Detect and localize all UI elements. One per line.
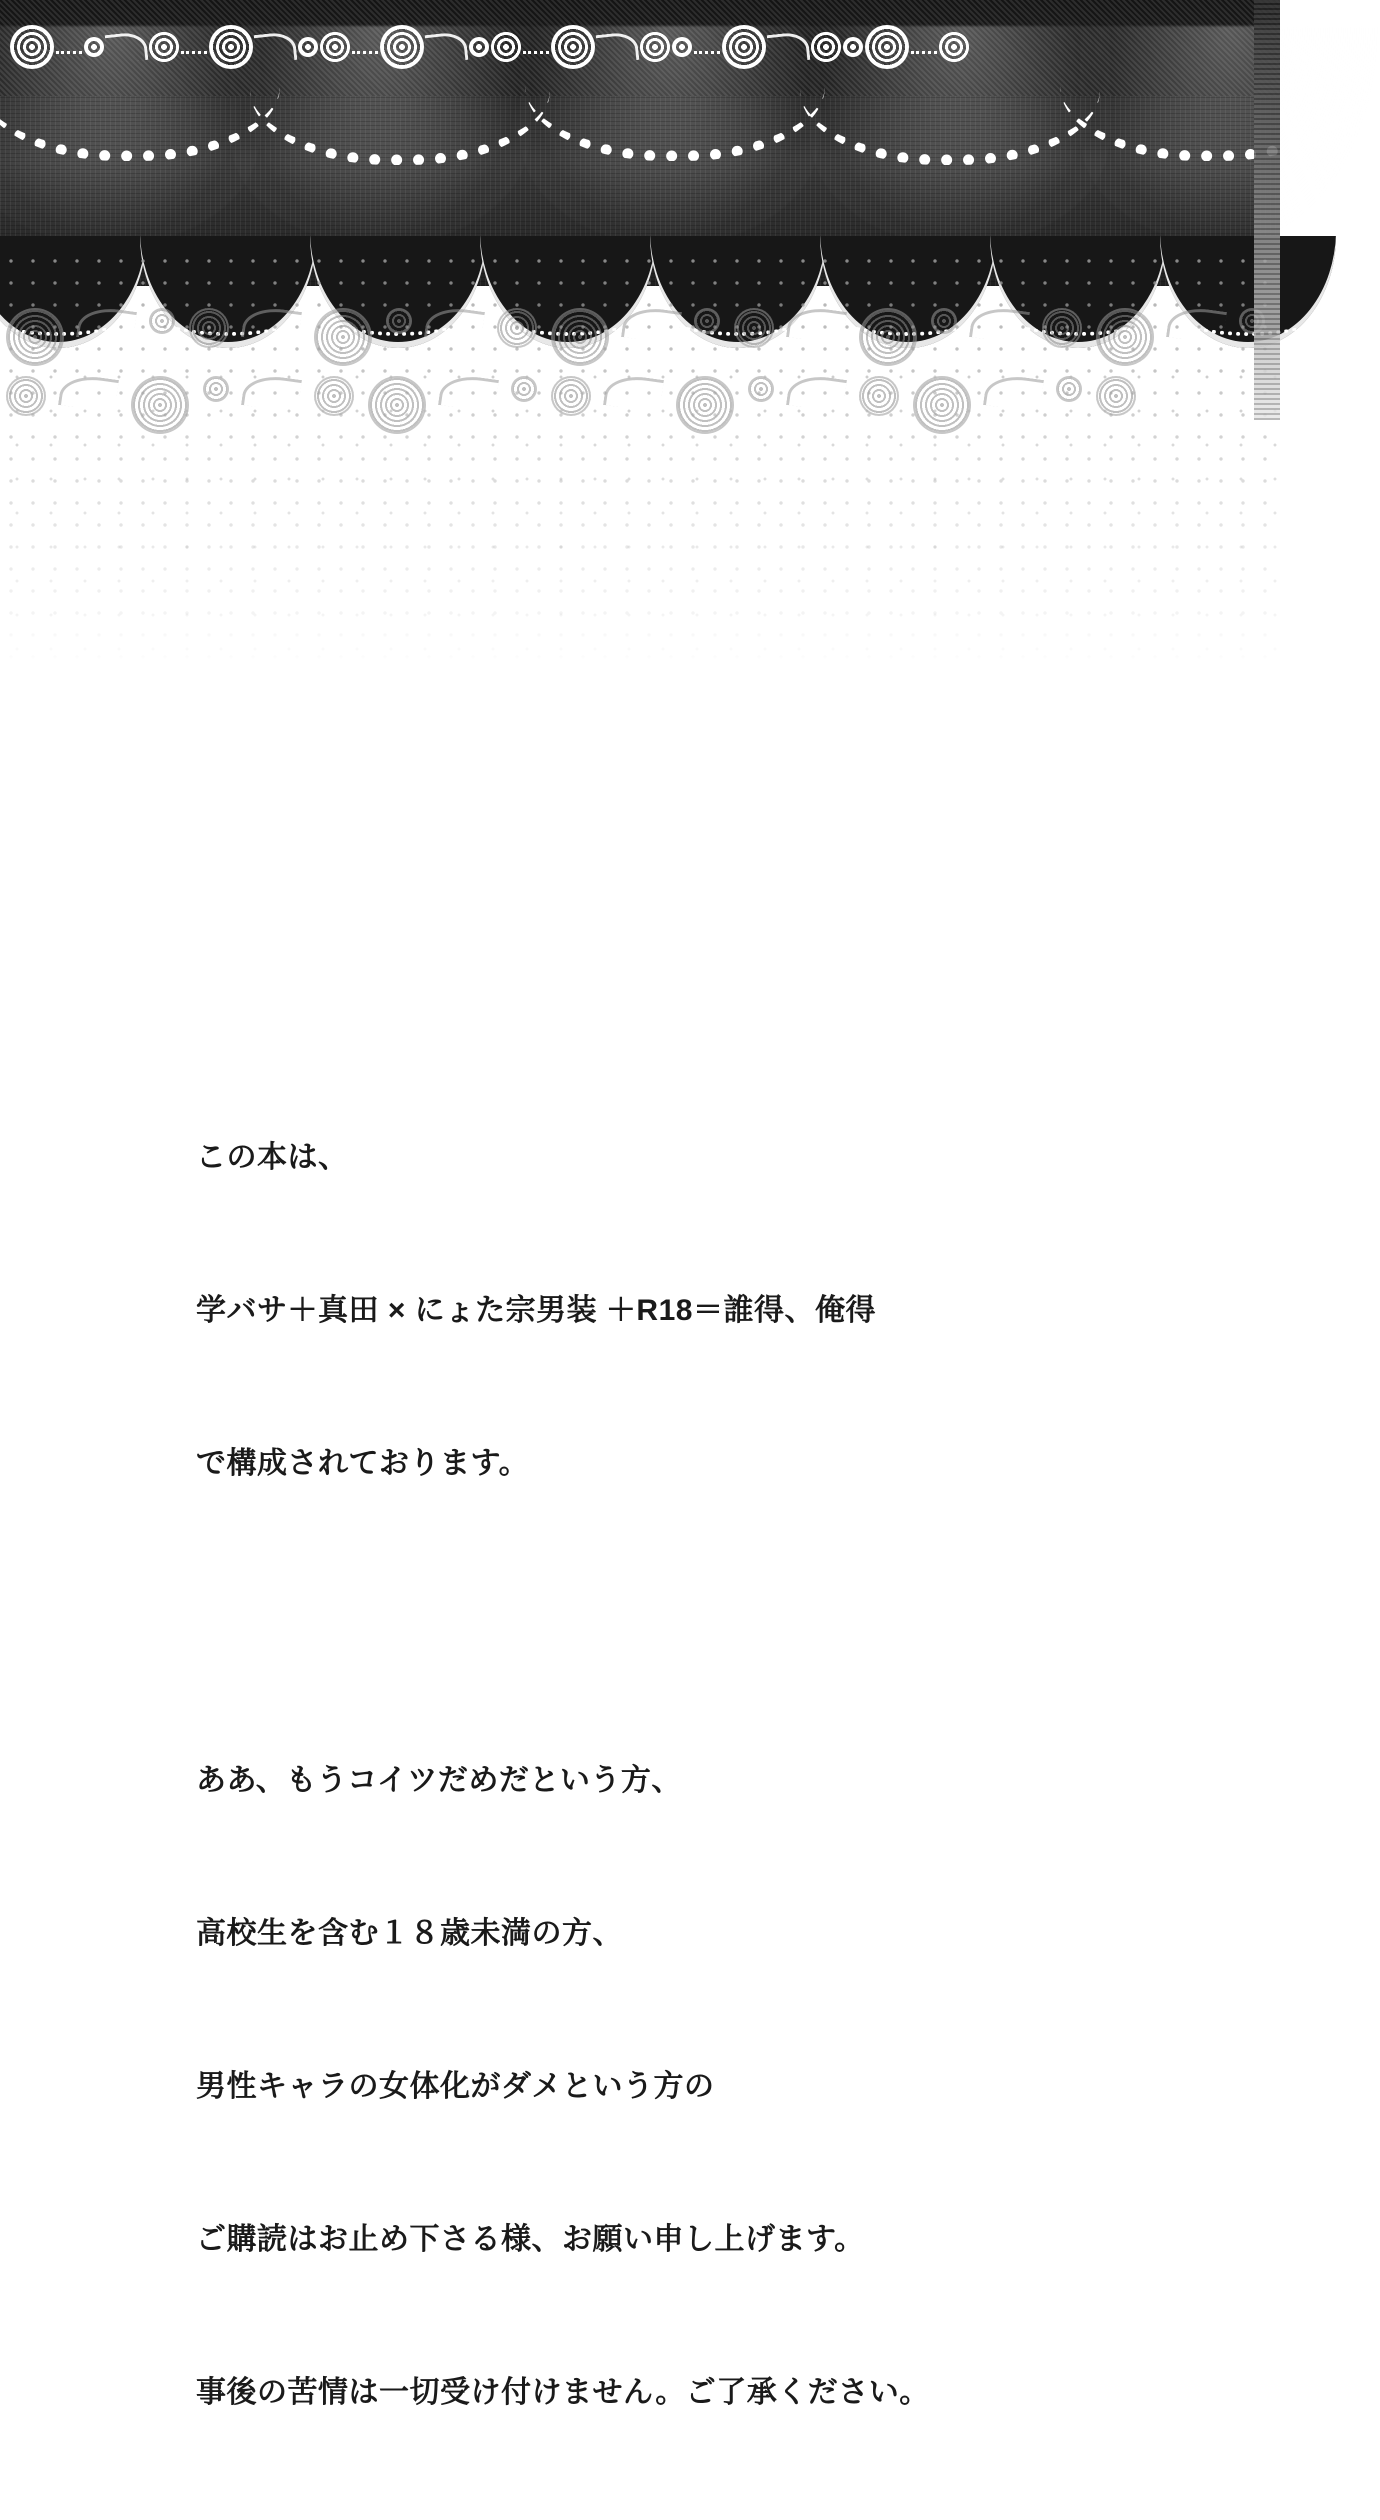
edge-photo-sliver [1254,0,1280,420]
decorative-header [0,0,1280,620]
text-line: 高校生を含む１８歳未満の方、 [196,1917,623,1950]
pearl-strand [0,86,280,161]
text-line: ご購読はお止め下さる様、お願い申し上げます。 [196,2223,865,2256]
pearl-strand [525,86,825,161]
pearl-strand [800,90,1100,165]
pearl-strands [0,86,1300,156]
text-line: 男性キャラの女体化がダメという方の [196,2070,715,2103]
text-line: ああ、もうコイツだめだという方、 [196,1764,682,1797]
pearl-strand [250,90,550,165]
text-line: この本は、 [196,1141,349,1174]
text-line: 事後の苦情は一切受け付けません。ご了承ください。 [196,2376,930,2409]
paragraph-composition [196,1030,1156,1591]
paragraph-warning [196,1653,1156,2520]
halftone-gradient-fine [0,360,1280,680]
text-line: で構成されております。 [196,1447,530,1480]
text-line: 学バサ＋真田 × にょた宗男装 ＋R18＝誰得、俺得 [196,1294,876,1327]
notice-text-block [196,1030,1156,2520]
